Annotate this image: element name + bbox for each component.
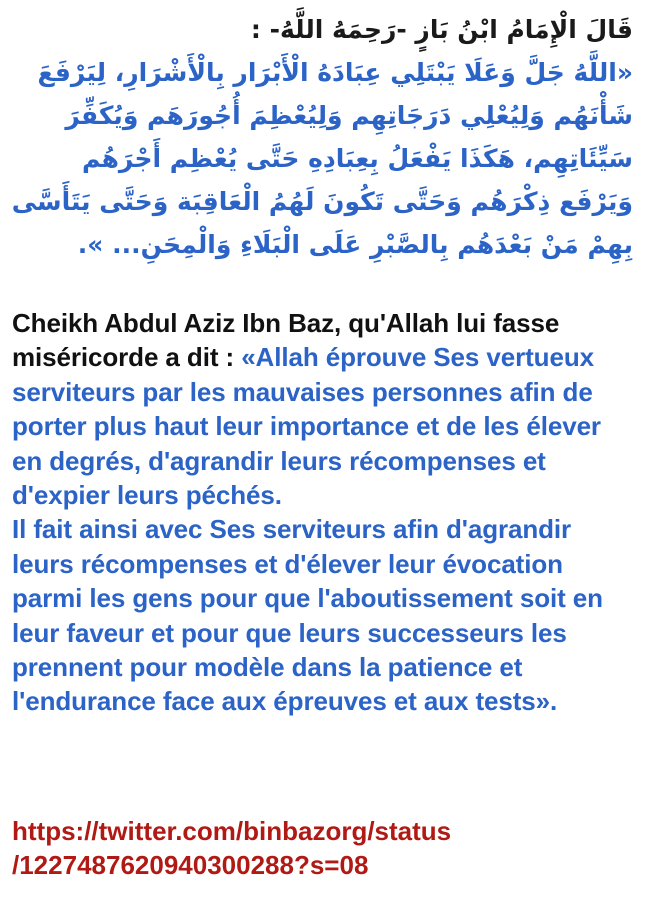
french-quote-part1: «Allah éprouve Ses vertueux serviteurs par les mauvaises personnes afin de porter plus haut leur importance et de les élever en degrés, d'agrandir leurs récompenses et d'expier leurs péchés. <box>12 342 601 511</box>
source-link-line2[interactable]: /1227487620940300288?s=08 <box>12 850 369 880</box>
french-quote-block <box>12 306 637 719</box>
arabic-heading: قَالَ الْإِمَامُ ابْنُ بَازٍ -رَحِمَهُ اللَّهُ- : <box>250 15 633 44</box>
source-link[interactable] <box>12 814 451 882</box>
source-link-line1[interactable]: https://twitter.com/binbazorg/status <box>12 816 452 846</box>
french-intro: Cheikh Abdul Aziz Ibn Baz, qu'Allah lui fasse miséricorde a dit : <box>12 308 560 373</box>
arabic-quote-block <box>10 8 633 266</box>
french-quote-part2: Il fait ainsi avec Ses serviteurs afin d'agrandir leurs récompenses et d'élever leur évocation parmi les gens pour que l'aboutissement soit en leur faveur et pour que leurs successeurs les prennent pour modèle dans la patience et l'endurance face aux épreuves et aux tests». <box>12 514 603 717</box>
arabic-quote-text: «اللَّهُ جَلَّ وَعَلَا يَبْتَلِي عِبَادَهُ الْأَبْرَار بِالْأَشْرَارِ، لِيَرْفَعَ شَأْنَهُم وَلِيُعْلِي دَرَجَاتِهِم وَلِيُعْظِمَ أُجُورَهَم وَيُكَفِّرَ سَيِّئَاتِهِم، هَكَذَا يَفْعَلُ بِعِبَادِهِ حَتَّى يُعْظِم أَجْرَهُم وَيَرْفَع ذِكْرَهُم وَحَتَّى تَكُونَ لَهُمُ الْعَاقِبَة وَحَتَّى يَتَأَسَّى بِهِمْ مَنْ بَعْدَهُم بِالصَّبْرِ عَلَى الْبَلَاءِ وَالْمِحَنِ... ». <box>11 58 633 259</box>
